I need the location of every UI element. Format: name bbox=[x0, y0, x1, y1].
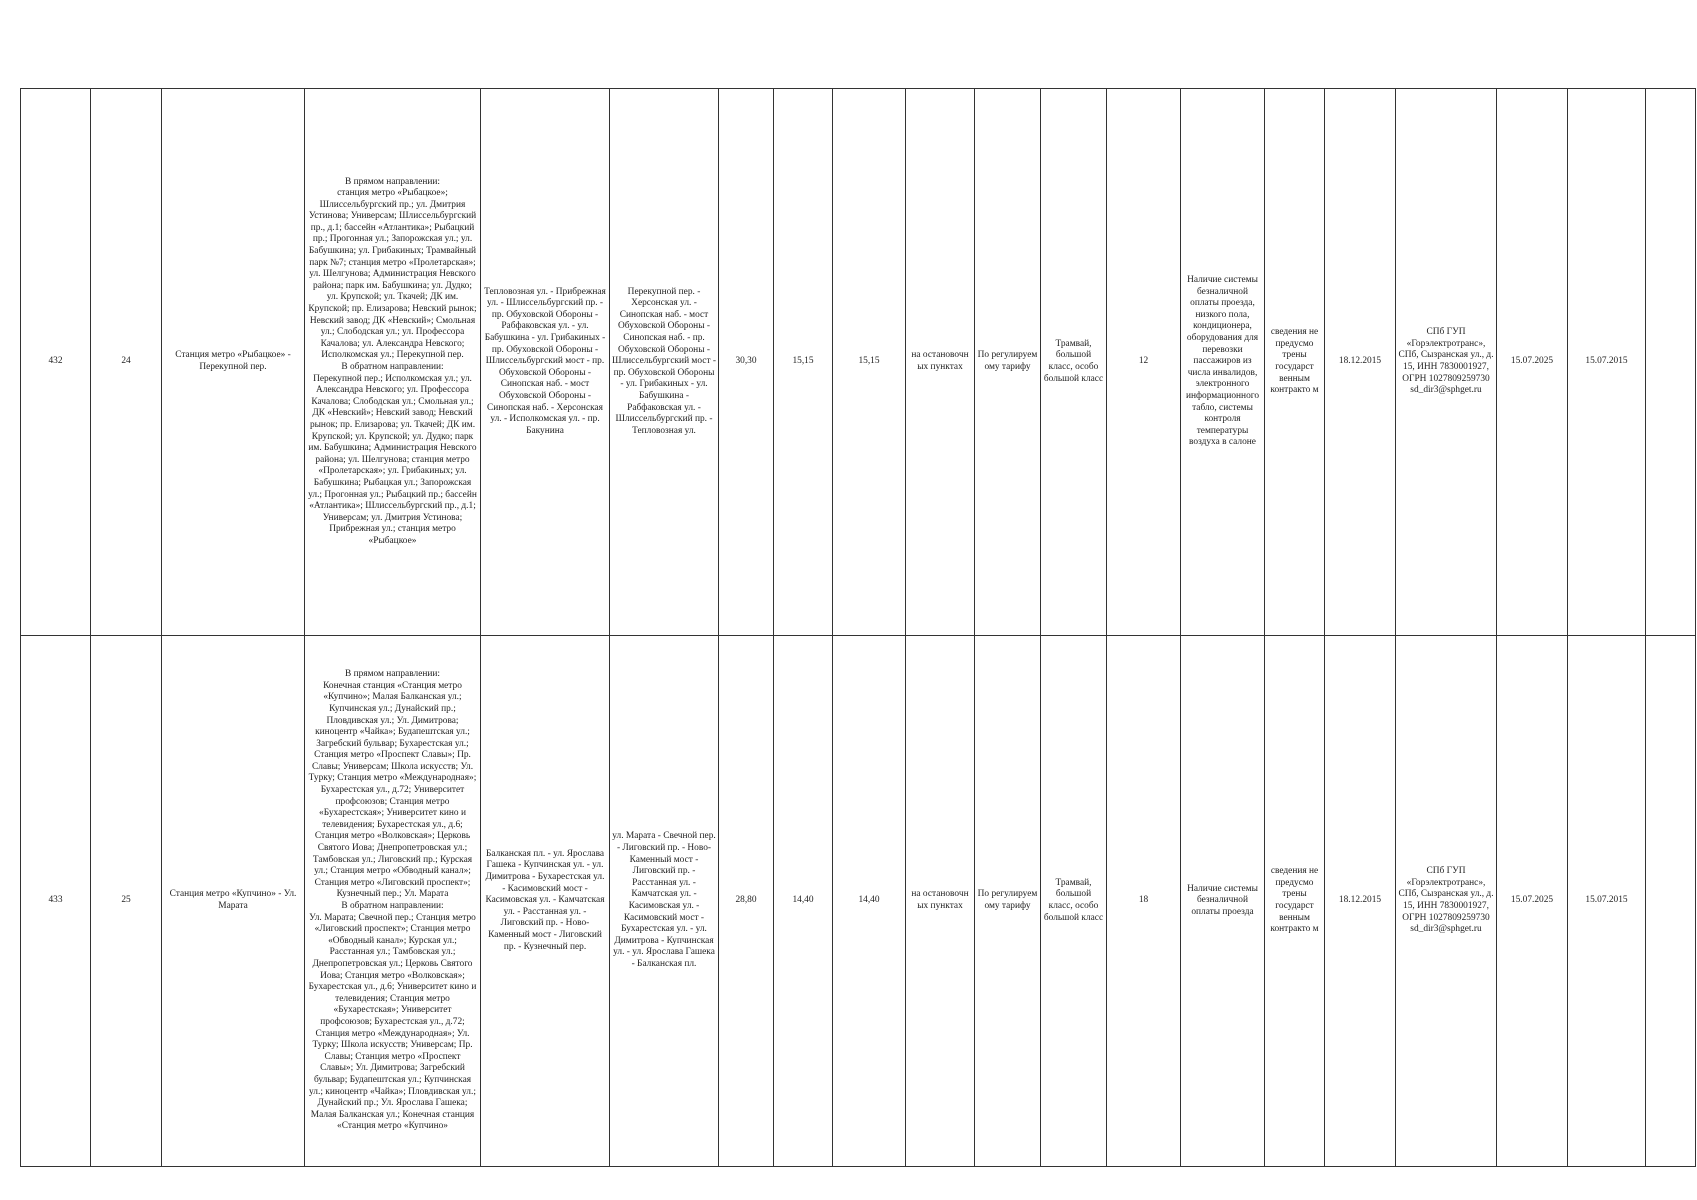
cell-stop-procedure: на остановочн ых пунктах bbox=[906, 89, 975, 636]
cell-route-number: 24 bbox=[91, 89, 162, 636]
stops-backward: Перекупной пер.; Исполкомская ул.; ул. Александра Невского; ул. Профессора Качалова; Слободская ул.; Смольная ул.; ДК «Невский»; Невский завод; Невский рынок; пр. Елизарова; ул. Ткачей; ДК им. Крупской; ул. Крупской; ул. Дудко; парк им. Бабушкина; Администрация Невского района; ул. Шелгунова; станция метро «Пролетарская»; ул. Грибакиных; ул. Бабушкина; Рыбацкая ул.; Запорожская ул.; Прогонная ул.; Рыбацкий пр.; бассейн «Атлантика»; Шлиссельбургский пр., д.1; Универсам; ул. Дмитрия Устинова; Прибрежная ул.; станция метро «Рыбацкое» bbox=[308, 373, 477, 546]
stops-backward-heading: В обратном направлении: bbox=[341, 362, 444, 372]
cell-reg-number: 432 bbox=[21, 89, 91, 636]
cell-date-b: 15.07.2015 bbox=[1568, 89, 1646, 636]
cell-stops-list bbox=[305, 636, 481, 1167]
stops-forward: станция метро «Рыбацкое»; Шлиссельбургский пр.; ул. Дмитрия Устинова; Универсам; Шлиссельбургский пр., д.1; бассейн «Атлантика»; Рыбацкий пр.; Прогонная ул.; Запорожская ул.; ул. Бабушкина; ул. Грибакиных; Трамвайный парк №7; станция метро «Пролетарская»; ул. Шелгунова; Администрация Невского района; парк им. Бабушкина; ул. Дудко; ул. Крупской; ул. Ткачей; ДК им. Крупской; пр. Елизарова; Невский рынок; Невский завод; ДК «Невский»; Смольная ул.; Слободская ул.; ул. Профессора Качалова; ул. Александра Невского; Исполкомская ул.; Перекупной пер. bbox=[308, 188, 477, 361]
cell-extra bbox=[1646, 636, 1696, 1167]
cell-streets-forward: Тепловозная ул. - Прибрежная ул. - Шлиссельбургский пр. - пр. Обуховской Обороны - Рабфаковская ул. - ул. Бабушкина - ул. Грибакиных - пр. Обуховской Обороны - Шлиссельбургский мост - пр. Обуховской Обороны - Синопская наб. - мост Обуховской Обороны - Синопская наб. - Херсонская ул. - Исполкомская ул. - пр. Бакунина bbox=[481, 89, 610, 636]
cell-start-date: 18.12.2015 bbox=[1325, 89, 1396, 636]
cell-length-total: 30,30 bbox=[719, 89, 774, 636]
stops-backward-heading: В обратном направлении: bbox=[341, 901, 444, 911]
cell-date-a: 15.07.2025 bbox=[1497, 636, 1568, 1167]
cell-length-total: 28,80 bbox=[719, 636, 774, 1167]
cell-fare: По регулируем ому тарифу bbox=[975, 89, 1041, 636]
cell-stop-procedure: на остановочн ых пунктах bbox=[906, 636, 975, 1167]
cell-streets-backward: Перекупной пер. - Херсонская ул. - Синопская наб. - мост Обуховской Обороны - Синопская наб. - пр. Обуховской Обороны - Шлиссельбургский мост - пр. Обуховской Обороны - ул. Грибакиных - ул. Бабушкина - Рабфаковская ул. - Шлиссельбургский пр. - Тепловозная ул. bbox=[610, 89, 719, 636]
cell-contract-info: сведения не предусмо трены государст венным контракто м bbox=[1265, 636, 1325, 1167]
cell-vehicle-type: Трамвай, большой класс, особо большой класс bbox=[1041, 89, 1107, 636]
cell-length-forward: 15,15 bbox=[774, 89, 833, 636]
stops-forward-heading: В прямом направлении: bbox=[344, 669, 441, 680]
cell-fare: По регулируем ому тарифу bbox=[975, 636, 1041, 1167]
cell-date-b: 15.07.2015 bbox=[1568, 636, 1646, 1167]
cell-streets-forward: Балканская пл. - ул. Ярослава Гашека - Купчинская ул. - ул. Димитрова - Бухарестская ул. - Касимовский мост - Касимовская ул. - Камчатская ул. - Расстанная ул. - Лиговский пр. - Ново-Каменный мост - Лиговский пр. - Кузнечный пер. bbox=[481, 636, 610, 1167]
cell-date-a: 15.07.2025 bbox=[1497, 89, 1568, 636]
table-row bbox=[21, 636, 1696, 1167]
stops-forward: Конечная станция «Станция метро «Купчино»; Малая Балканская ул.; Купчинская ул.; Дунайский пр.; Пловдивская ул.; Ул. Димитрова; киноцентр «Чайка»; Будапештская ул.; Загребский бульвар; Бухарестская ул.; Станция метро «Проспект Славы»; Пр. Славы; Универсам; Школа искусств; Ул. Турку; Станция метро «Международная»; Бухарестская ул., д.72; Университет профсоюзов; Станция метро «Бухарестская»; Университет кино и телевидения; Бухарестская ул., д.6; Станция метро «Волковская»; Церковь Святого Иова; Днепропетровская ул.; Тамбовская ул.; Лиговский пр.; Курская ул.; Станция метро «Обводный канал»; Станция метро «Лиговский проспект»; Кузнечный пер.; Ул. Марата bbox=[308, 680, 477, 900]
cell-reg-number: 433 bbox=[21, 636, 91, 1167]
cell-vehicle-features: Наличие системы безналичной оплаты проезда bbox=[1181, 636, 1265, 1167]
cell-extra bbox=[1646, 89, 1696, 636]
cell-vehicle-count: 12 bbox=[1107, 89, 1181, 636]
cell-route-name: Станция метро «Купчино» - Ул. Марата bbox=[162, 636, 305, 1167]
stops-forward-heading: В прямом направлении: bbox=[344, 176, 441, 187]
cell-streets-backward: ул. Марата - Свечной пер. - Лиговский пр. - Ново-Каменный мост - Лиговский пр. - Расстанная ул. - Камчатская ул. - Касимовская ул. - Касимовский мост - Бухарестская ул. - ул. Димитрова - Купчинская ул. - ул. Ярослава Гашека - Балканская пл. bbox=[610, 636, 719, 1167]
cell-route-number: 25 bbox=[91, 636, 162, 1167]
stops-backward: Ул. Марата; Свечной пер.; Станция метро «Лиговский проспект»; Станция метро «Обводный канал»; Курская ул.; Расстанная ул.; Тамбовская ул.; Днепропетровская ул.; Церковь Святого Иова; Станция метро «Волковская»; Бухарестская ул., д.6; Университет кино и телевидения; Станция метро «Бухарестская»; Университет профсоюзов; Бухарестская ул., д.72; Станция метро «Международная»; Ул. Турку; Школа искусств; Универсам; Пр. Славы; Станция метро «Проспект Славы»; Ул. Димитрова; Загребский бульвар; Будапештская ул.; Купчинская ул.; киноцентр «Чайка»; Пловдивская ул.; Дунайский пр.; Ул. Ярослава Гашека; Малая Балканская ул.; Конечная станция «Станция метро «Купчино» bbox=[308, 912, 477, 1132]
cell-vehicle-features: Наличие системы безналичной оплаты проезда, низкого пола, кондиционера, оборудования для перевозки пассажиров из числа инвалидов, электронного информационного табло, системы контроля температуры воздуха в салоне bbox=[1181, 89, 1265, 636]
cell-length-backward: 14,40 bbox=[833, 636, 906, 1167]
cell-length-forward: 14,40 bbox=[774, 636, 833, 1167]
cell-carrier: СПб ГУП «Горэлектротранс», СПб, Сызранская ул., д. 15, ИНН 7830001927, ОГРН 1027809259730 sd_dir3@sphget.ru bbox=[1396, 89, 1497, 636]
cell-stops-list bbox=[305, 89, 481, 636]
route-registry-table bbox=[20, 88, 1696, 1167]
cell-vehicle-count: 18 bbox=[1107, 636, 1181, 1167]
cell-contract-info: сведения не предусмо трены государст венным контракто м bbox=[1265, 89, 1325, 636]
cell-vehicle-type: Трамвай, большой класс, особо большой класс bbox=[1041, 636, 1107, 1167]
cell-length-backward: 15,15 bbox=[833, 89, 906, 636]
table-row bbox=[21, 89, 1696, 636]
cell-route-name: Станция метро «Рыбацкое» - Перекупной пер. bbox=[162, 89, 305, 636]
cell-carrier: СПб ГУП «Горэлектротранс», СПб, Сызранская ул., д. 15, ИНН 7830001927, ОГРН 1027809259730 sd_dir3@sphget.ru bbox=[1396, 636, 1497, 1167]
cell-start-date: 18.12.2015 bbox=[1325, 636, 1396, 1167]
